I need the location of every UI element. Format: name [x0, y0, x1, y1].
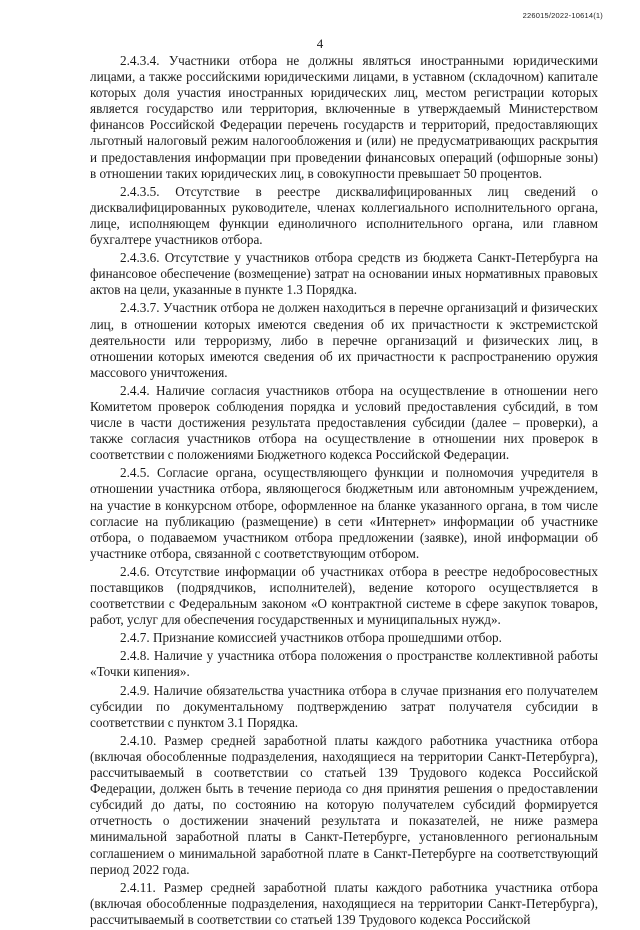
paragraph-2-4-6: 2.4.6. Отсутствие информации об участниках отбора в реестре недобросовестных поставщиков (подрядчиков, исполнителей), ведение которого осуществляется в соответствии с Федеральным законом «О контрактной системе в сфере закупок товаров, работ, услуг для обеспечения государственных и муниципальных нужд».	[90, 563, 598, 628]
paragraph-2-4-4: 2.4.4. Наличие согласия участников отбора на осуществление в отношении него Комитетом проверок соблюдения порядка и условий предоставления субсидий, в том числе в части достижения результата предоставления субсидии (далее – проверки), а также согласия участников отбора на осуществление в отношении них проверок в соответствии с положениями Бюджетного кодекса Российской Федерации.	[90, 382, 598, 463]
page-number: 4	[316, 36, 324, 51]
paragraph-2-4-7: 2.4.7. Признание комиссией участников отбора прошедшими отбор.	[120, 630, 502, 646]
paragraph-2-4-3-5: 2.4.3.5. Отсутствие в реестре дисквалифицированных лиц сведений о дисквалифицированных руководителе, членах коллегиального исполнительного органа, лице, исполняющем функции единоличного исполнительного органа, или главном бухгалтере участников отбора.	[90, 183, 598, 248]
paragraph-2-4-10: 2.4.10. Размер средней заработной платы каждого работника участника отбора (включая обособленные подразделения, находящиеся на территории Санкт-Петербурга), рассчитываемый в соответствии со статьей 139 Трудового кодекса Российской Федерации, должен быть в течение периода со дня принятия решения о предоставлении субсидий до даты, по состоянию на которую получателем субсидий формируется отчетность о достижении значений результата и показателей, не ниже размера минимальной заработной платы в Санкт-Петербурге, установленного региональным соглашением о минимальной заработной плате в Санкт-Петербурге на соответствующий период 2022 года.	[90, 732, 598, 877]
document-body	[90, 53, 598, 930]
paragraph-2-4-3-7: 2.4.3.7. Участник отбора не должен находиться в перечне организаций и физических лиц, в отношении которых имеются сведения об их причастности к экстремистской деятельности или терроризму, либо в перечне организаций и физических лиц, в отношении которых имеются сведения об их причастности к распространению оружия массового уничтожения.	[90, 300, 598, 380]
paragraph-2-4-9: 2.4.9. Наличие обязательства участника отбора в случае признания его получателем субсидии по документальному подтверждению затрат получателя субсидии в соответствии с пунктом 3.1 Порядка.	[90, 682, 598, 730]
paragraph-2-4-11: 2.4.11. Размер средней заработной платы каждого работника участника отбора (включая обособленные подразделения, находящиеся на территории Санкт-Петербурга), рассчитываемый в соответствии со статьей 139 Трудового кодекса Российской	[90, 879, 598, 927]
paragraph-2-4-3-6: 2.4.3.6. Отсутствие у участников отбора средств из бюджета Санкт-Петербурга на финансовое обеспечение (возмещение) затрат на основании иных нормативных правовых актов на цели, указанные в пункте 1.3 Порядка.	[90, 250, 598, 298]
paragraph-2-4-8: 2.4.8. Наличие у участника отбора положения о пространстве коллективной работы «Точки кипения».	[90, 648, 598, 680]
document-id: 226015/2022-10614(1)	[522, 11, 603, 20]
paragraph-2-4-5: 2.4.5. Согласие органа, осуществляющего функции и полномочия учредителя в отношении участника отбора, являющегося бюджетным или автономным учреждением, на участие в конкурсном отборе, оформленное на бланке указанного органа, в том числе согласие на публикацию (размещение) в сети «Интернет» информации об участнике отбора, о подаваемом участником отбора предложении (заявке), иной информации об участнике отбора, связанной с соответствующим отбором.	[90, 465, 598, 561]
paragraph-2-4-3-4: 2.4.3.4. Участники отбора не должны являться иностранными юридическими лицами, а также российскими юридическими лицами, в уставном (складочном) капитале которых доля участия иностранных юридических лиц, местом регистрации которых является государство или территория, включенные в утверждаемый Министерством финансов Российской Федерации перечень государств и территорий, предоставляющих льготный налоговый режим налогообложения и (или) не предусматривающих раскрытия и предоставления информации при проведении финансовых операций (офшорные зоны) в отношении таких юридических лиц, в совокупности превышает 50 процентов.	[90, 53, 598, 181]
